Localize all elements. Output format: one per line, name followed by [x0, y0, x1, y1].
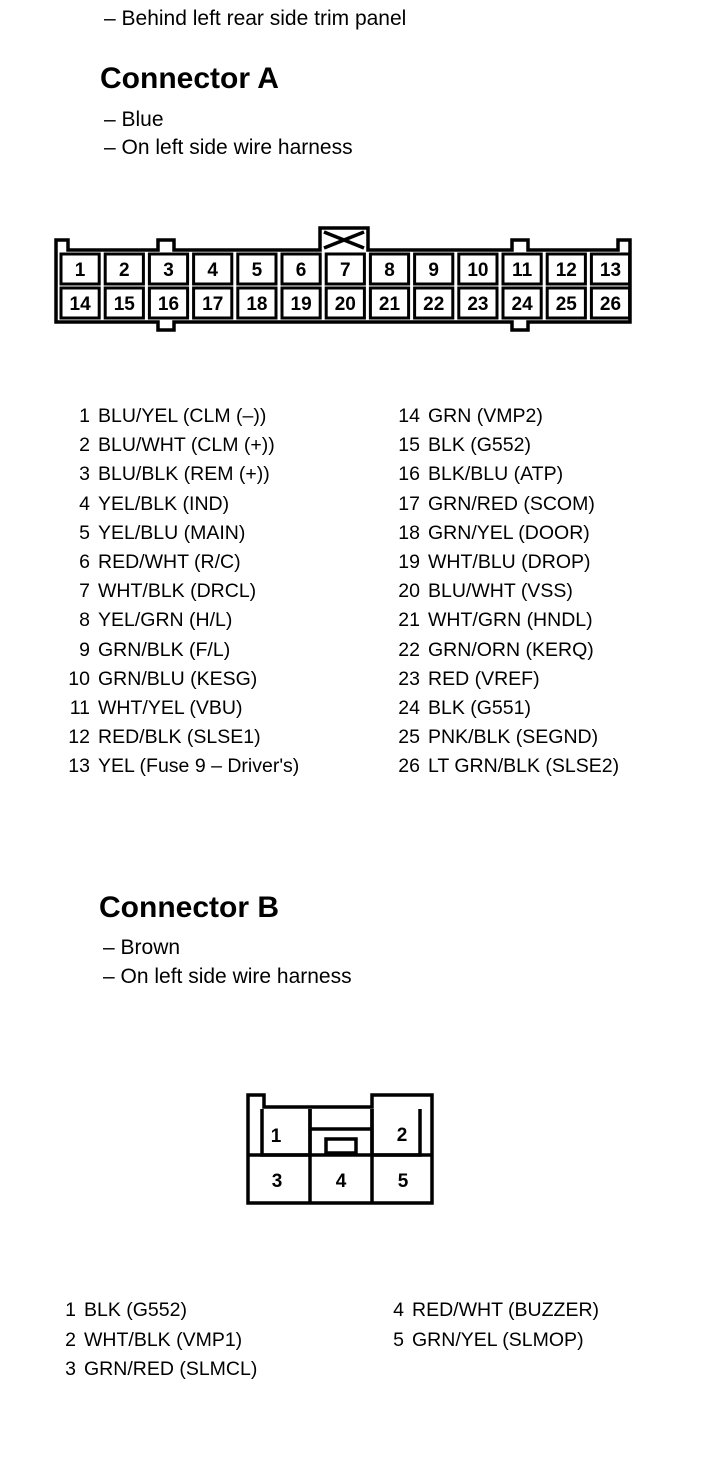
connector-a-wiring-wire-color: GRN/YEL (DOOR)	[428, 521, 590, 544]
connector-b-wiring-wire-color: WHT/BLK (VMP1)	[84, 1328, 243, 1351]
connector-a-wiring-wire-color: RED (VREF)	[428, 667, 540, 690]
connector-b-wiring-pin-number: 2	[65, 1328, 76, 1351]
connector-a-pin-8: 8	[384, 260, 395, 281]
connector-a-pin-3: 3	[163, 260, 174, 281]
connector-a-pin-15: 15	[113, 294, 135, 315]
connector-b-pin-3: 3	[271, 1171, 283, 1192]
connector-a-pin-22: 22	[423, 294, 445, 315]
connector-a-wiring-pin-number: 2	[79, 434, 90, 457]
connector-a-wiring-row	[392, 667, 540, 690]
connector-a-wiring-pin-number: 19	[398, 551, 420, 573]
connector-b-wiring-row	[376, 1301, 599, 1321]
connector-a-wiring-row	[62, 757, 299, 777]
connector-a-pin-12: 12	[555, 260, 577, 281]
connector-a-wiring-pin-number: 25	[398, 726, 420, 749]
connector-a-wiring-pin-number: 23	[398, 667, 420, 690]
connector-a-wiring-pin-number: 15	[398, 434, 420, 457]
connector-a-wiring-pin-number: 26	[398, 755, 420, 778]
connector-a-wiring-row	[62, 728, 261, 748]
connector-a-wiring-pin-number: 5	[79, 521, 90, 544]
connector-b-wiring-pin-number: 5	[393, 1328, 404, 1351]
connector-a-wiring-wire-color: WHT/BLU (DROP)	[428, 551, 591, 573]
connector-a-wiring-row	[392, 728, 598, 748]
connector-b-location-note: – On left side wire harness	[103, 965, 352, 988]
connector-a-wiring-pin-number: 12	[68, 726, 90, 749]
connector-a-pin-1: 1	[74, 260, 86, 281]
connector-b-wiring-wire-color: GRN/YEL (SLMOP)	[412, 1328, 584, 1351]
connector-a-pin-2: 2	[119, 260, 130, 281]
connector-a-wiring-wire-color: BLK (G551)	[428, 697, 531, 719]
connector-b-color-note: – Brown	[103, 936, 181, 959]
connector-a-wiring-row	[62, 582, 256, 602]
connector-a-wiring-row	[62, 667, 258, 690]
connector-a-wiring-row	[392, 553, 591, 573]
connector-b-wiring-wire-color: RED/WHT (BUZZER)	[412, 1299, 600, 1321]
connector-a-wiring-row	[392, 521, 590, 544]
connector-a-wiring-wire-color: GRN/BLK (F/L)	[98, 638, 231, 661]
connector-a-wiring-pin-number: 1	[79, 405, 90, 427]
connector-a-wiring-pin-number: 7	[79, 580, 90, 603]
connector-a-wiring-wire-color: RED/WHT (R/C)	[98, 551, 241, 573]
connector-a-wiring-wire-color: WHT/BLK (DRCL)	[98, 580, 257, 603]
connector-b-wiring-row	[376, 1328, 584, 1351]
connector-a-pin-10: 10	[467, 260, 489, 281]
connector-a-wiring-row	[392, 465, 563, 485]
connector-a-pin-7: 7	[340, 260, 351, 281]
connector-a-wiring-wire-color: BLK (G552)	[428, 434, 531, 457]
connector-a-wiring-pin-number: 22	[398, 638, 420, 661]
connector-a-wiring-row	[392, 638, 594, 661]
connector-a-wiring-row	[392, 436, 531, 456]
connector-a-wiring-pin-number: 3	[79, 463, 90, 486]
connector-a-wiring-wire-color: LT GRN/BLK (SLSE2)	[428, 755, 620, 778]
connector-a-wiring-row	[392, 407, 543, 427]
connector-a-diagram	[50, 222, 640, 337]
connector-a-wiring-wire-color: PNK/BLK (SEGND)	[428, 726, 599, 749]
connector-a-pin-20: 20	[334, 294, 356, 315]
connector-a-wiring-pin-number: 6	[79, 551, 90, 573]
connector-b-diagram	[240, 1085, 445, 1215]
connector-a-wiring-pin-number: 13	[68, 755, 90, 778]
connector-a-wiring-row	[62, 465, 270, 485]
connector-a-color-note: – Blue	[104, 108, 164, 131]
connector-a-wiring-wire-color: BLU/WHT (VSS)	[428, 580, 573, 603]
connector-b-wiring-row	[48, 1328, 243, 1351]
connector-a-wiring-pin-number: 4	[79, 492, 90, 515]
connector-a-wiring-wire-color: GRN/BLU (KESG)	[98, 667, 258, 690]
connector-a-wiring-row	[392, 492, 595, 515]
connector-a-wiring-wire-color: RED/BLK (SLSE1)	[98, 726, 261, 749]
connector-b-wiring-wire-color: GRN/RED (SLMCL)	[84, 1358, 258, 1380]
connector-a-pin-14: 14	[69, 294, 91, 315]
connector-a-wiring-wire-color: YEL (Fuse 9 – Driver's)	[98, 755, 300, 778]
connector-a-wiring-wire-color: YEL/GRN (H/L)	[98, 609, 233, 632]
connector-a-wiring-wire-color: WHT/GRN (HNDL)	[428, 609, 593, 632]
connector-a-wiring-pin-number: 24	[398, 697, 420, 719]
connector-a-pin-13: 13	[599, 260, 622, 281]
connector-a-wiring-pin-number: 11	[69, 697, 90, 719]
connector-a-pin-19: 19	[290, 294, 312, 315]
connector-a-wiring-row	[62, 407, 266, 427]
connector-b-wiring-row	[48, 1360, 257, 1380]
connector-a-pin-26: 26	[599, 294, 622, 315]
connector-a-wiring-wire-color: BLU/BLK (REM (+))	[98, 463, 270, 486]
connector-a-wiring-row	[62, 553, 241, 573]
connector-a-wiring-pin-number: 14	[398, 405, 420, 427]
connector-b-wiring-row	[48, 1301, 187, 1321]
connector-a-wiring-row	[62, 521, 246, 544]
connector-a-wiring-wire-color: GRN (VMP2)	[428, 405, 543, 427]
connector-a-pin-9: 9	[428, 260, 439, 281]
connector-a-pin-11: 11	[512, 260, 533, 281]
connector-a-wiring-wire-color: GRN/ORN (KERQ)	[428, 638, 594, 661]
connector-a-wiring-pin-number: 21	[398, 609, 420, 632]
connector-a-pin-21: 21	[378, 294, 401, 315]
connector-a-wiring-pin-number: 10	[68, 667, 90, 690]
connector-a-wiring-row	[392, 611, 593, 631]
location-note: – Behind left rear side trim panel	[104, 7, 407, 30]
connector-a-wiring-row	[62, 638, 231, 661]
connector-b-pin-5: 5	[397, 1171, 409, 1192]
connector-b-pin-2: 2	[396, 1125, 408, 1146]
connector-a-wiring-pin-number: 16	[398, 463, 420, 486]
connector-a-wiring-wire-color: GRN/RED (SCOM)	[428, 492, 595, 515]
connector-a-wiring-pin-number: 17	[398, 492, 420, 515]
connector-a-pin-4: 4	[207, 260, 218, 281]
connector-a-wiring-row	[62, 436, 275, 456]
connector-a-pin-25: 25	[555, 294, 577, 315]
connector-a-wiring-wire-color: BLU/WHT (CLM (+))	[98, 434, 275, 457]
connector-a-wiring-row	[392, 699, 531, 719]
connector-a-wiring-wire-color: BLU/YEL (CLM (–))	[98, 405, 267, 427]
connector-b-pin-1: 1	[270, 1126, 282, 1147]
connector-a-wiring-wire-color: YEL/BLK (IND)	[98, 492, 230, 515]
connector-a-wiring-wire-color: YEL/BLU (MAIN)	[98, 521, 246, 544]
connector-a-wiring-row	[392, 582, 573, 602]
connector-a-pin-17: 17	[202, 294, 224, 315]
connector-a-wiring-pin-number: 9	[79, 638, 90, 661]
connector-a-pin-23: 23	[467, 294, 489, 315]
connector-a-title: Connector A	[100, 62, 279, 95]
connector-a-wiring-row	[62, 611, 232, 631]
connector-b-pin-4: 4	[335, 1171, 347, 1192]
connector-a-pin-5: 5	[251, 260, 263, 281]
connector-a-pin-6: 6	[295, 260, 307, 281]
connector-a-wiring-pin-number: 8	[79, 609, 90, 632]
connector-b-wiring-pin-number: 3	[65, 1358, 76, 1380]
connector-a-wiring-pin-number: 18	[398, 521, 420, 544]
connector-a-wiring-pin-number: 20	[398, 580, 420, 603]
connector-b-title: Connector B	[99, 891, 279, 924]
connector-a-wiring-row	[62, 492, 230, 515]
connector-b-wiring-pin-number: 1	[65, 1299, 76, 1321]
connector-a-pin-16: 16	[157, 294, 180, 315]
connector-a-wiring-wire-color: BLK/BLU (ATP)	[428, 463, 564, 486]
connector-a-wiring-row	[62, 699, 242, 719]
connector-a-pin-24: 24	[511, 294, 533, 315]
connector-b-wiring-pin-number: 4	[393, 1299, 404, 1321]
connector-a-wiring-row	[392, 757, 619, 777]
connector-a-location-note: – On left side wire harness	[104, 136, 353, 159]
connector-b-wiring-wire-color: BLK (G552)	[84, 1299, 187, 1321]
connector-a-wiring-wire-color: WHT/YEL (VBU)	[98, 697, 243, 719]
connector-a-pin-18: 18	[246, 294, 268, 315]
